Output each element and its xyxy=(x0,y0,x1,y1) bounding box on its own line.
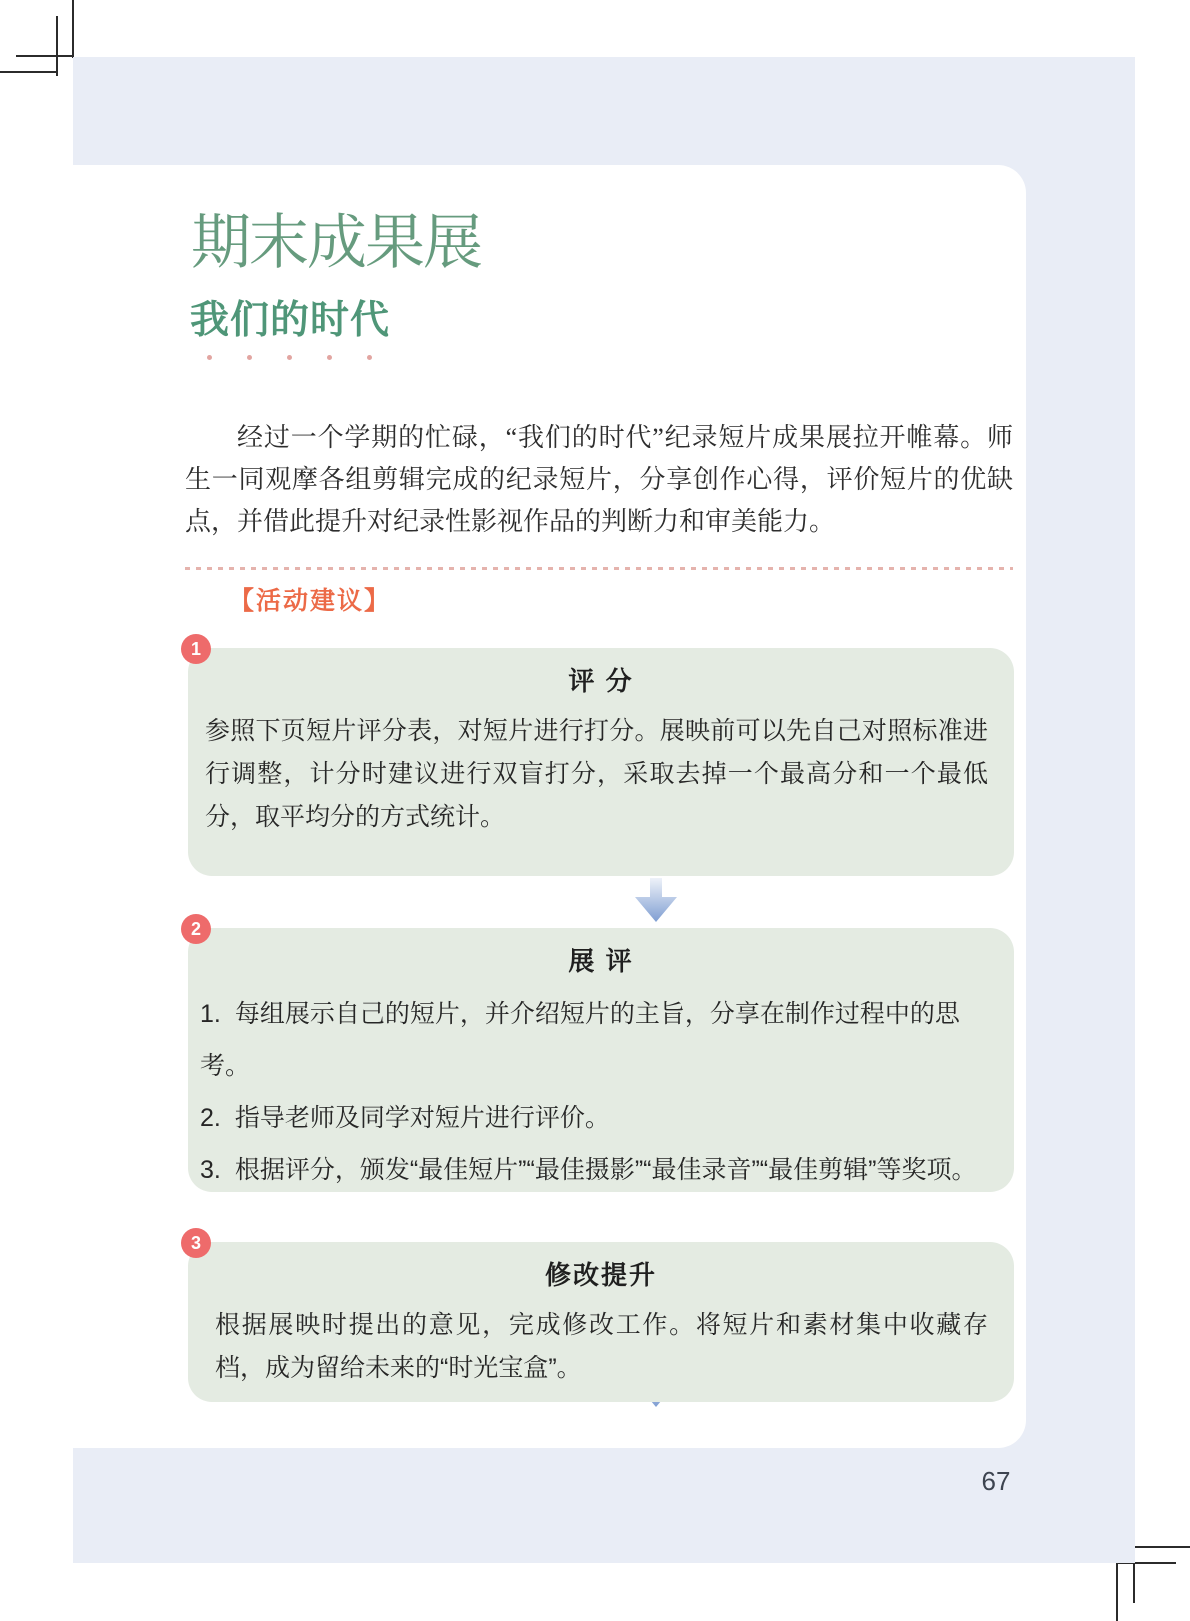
list-item-number: 1. xyxy=(200,1000,221,1028)
list-item-number: 2. xyxy=(200,1104,221,1132)
crop-mark xyxy=(56,16,58,76)
page-title: 期末成果展 xyxy=(191,208,481,278)
step-badge-2: 2 xyxy=(181,914,211,944)
activity-suggestion-label: 【活动建议】 xyxy=(229,587,392,615)
emphasis-dot xyxy=(287,355,292,360)
step-body-scoring: 参照下页短片评分表，对短片进行打分。展映前可以先自己对照标准进行调整，计分时建议进行双盲打分，采取去掉一个最高分和一个最低分，取平均分的方式统计。 xyxy=(205,717,988,831)
list-item-text: 指导老师及同学对短片进行评价。 xyxy=(234,1104,610,1132)
list-item xyxy=(200,1092,1000,1144)
step-list-exhibition-review xyxy=(188,988,1014,1196)
emphasis-dot xyxy=(367,355,372,360)
emphasis-dots xyxy=(207,355,372,360)
intro-paragraph: 经过一个学期的忙碌，“我们的时代”纪录短片成果展拉开帷幕。师生一同观摩各组剪辑完成的纪录短片，分享创作心得，评价短片的优缺点，并借此提升对纪录性影视作品的判断力和审美能力。 xyxy=(185,423,1013,536)
step-box-revise-improve xyxy=(188,1232,1014,1402)
dotted-divider xyxy=(185,567,1013,570)
step-title-scoring: 评 分 xyxy=(568,666,634,696)
page-subtitle: 我们的时代 xyxy=(190,299,391,342)
step-title-revise-improve: 修改提升 xyxy=(544,1260,657,1290)
emphasis-dot xyxy=(207,355,212,360)
list-item-text: 根据评分，颁发“最佳短片”“最佳摄影”“最佳录音”“最佳剪辑”等奖项。 xyxy=(234,1156,977,1184)
step-title-exhibition-review: 展 评 xyxy=(568,946,634,976)
crop-mark xyxy=(16,55,73,57)
crop-mark xyxy=(1116,1562,1118,1621)
emphasis-dot xyxy=(327,355,332,360)
page-background xyxy=(73,57,1135,1563)
step-badge-3: 3 xyxy=(181,1228,211,1258)
step-body-revise-improve: 根据展映时提出的意见，完成修改工作。将短片和素材集中收藏存档，成为留给未来的“时光宝盒”。 xyxy=(215,1311,988,1382)
content-card xyxy=(73,165,1026,1448)
crop-mark xyxy=(72,0,74,58)
list-item xyxy=(200,988,1000,1092)
page-number: 67 xyxy=(981,1466,1011,1496)
emphasis-dot xyxy=(247,355,252,360)
crop-mark xyxy=(0,71,58,73)
list-item xyxy=(200,1144,1000,1196)
step-box-exhibition-review xyxy=(188,918,1014,1192)
step-box-scoring xyxy=(188,638,1014,876)
crop-mark xyxy=(1133,1546,1190,1548)
list-item-text: 每组展示自己的短片，并介绍短片的主旨，分享在制作过程中的思考。 xyxy=(200,1000,960,1080)
down-arrow-icon xyxy=(634,878,678,922)
list-item-number: 3. xyxy=(200,1156,221,1184)
step-badge-1: 1 xyxy=(181,634,211,664)
